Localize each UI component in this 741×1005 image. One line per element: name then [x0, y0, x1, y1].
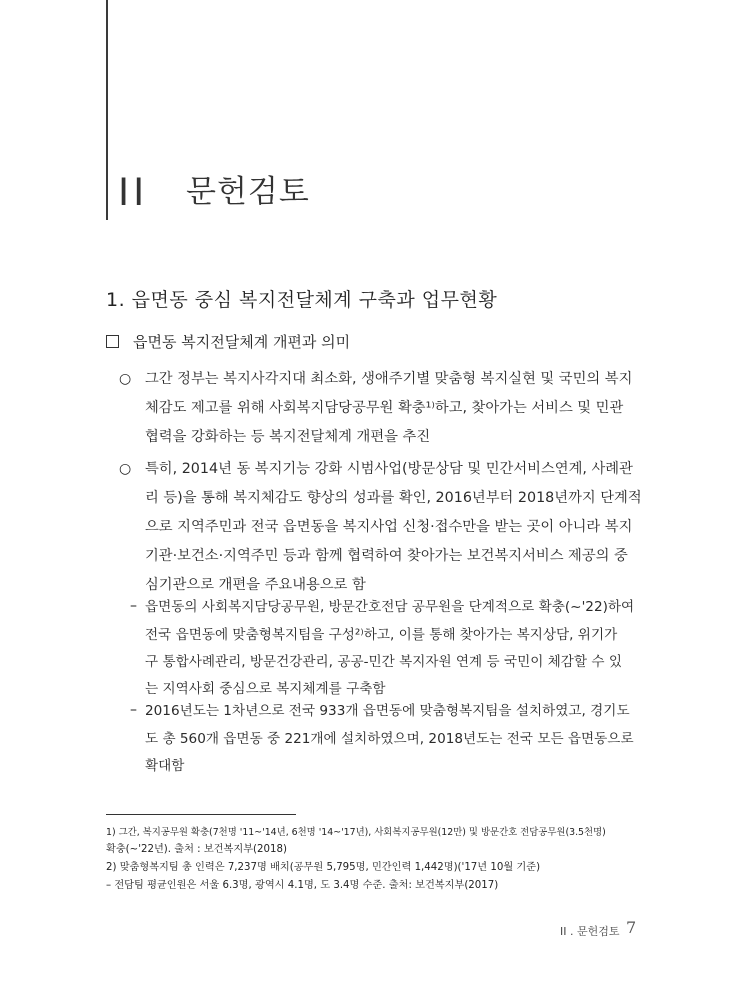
- text-line: 2016년도는 1차년으로 전국 933개 읍면동에 맞춤형복지팀을 설치하였고, 경기도: [145, 703, 630, 719]
- page-number: 7: [626, 918, 637, 937]
- text-line: 는 지역사회 중심으로 복지체계를 구축함: [145, 681, 386, 697]
- text-line: 전국 읍면동에 맞춤형복지팀을 구성²⁾하고, 이를 통해 찾아가는 복지상담, 위기가: [145, 627, 618, 643]
- text-line: 기관·보건소·지역주민 등과 함께 협력하여 찾아가는 보건복지서비스 제공의 중: [145, 548, 628, 564]
- footnote-line: 2) 맞춤형복지팀 총 인력은 7,237명 배치(공무원 5,795명, 민간인력 1,442명)('17년 10월 기준): [106, 862, 541, 873]
- footnote-line: 1) 그간, 복지공무원 확충(7천명 '11~'14년, 6천명 '14~'17년), 사회복지공무원(12만) 및 방문간호 전담공무원(3.5천명): [106, 827, 606, 838]
- text-line: 체감도 제고를 위해 사회복지담당공무원 확충¹⁾하고, 찾아가는 서비스 및 민관: [145, 400, 624, 416]
- section-title: 1. 읍면동 중심 복지전달체계 구축과 업무현황: [106, 289, 498, 311]
- chapter-divider-line: [106, 0, 108, 220]
- footnote-line: 확충(~'22년). 출처 : 보건복지부(2018): [106, 844, 287, 855]
- text-line: 리 등)을 통해 복지체감도 향상의 성과를 확인, 2016년부터 2018년까지 단계적: [145, 490, 642, 506]
- chapter-title: 문헌검토: [186, 174, 310, 210]
- subsection-title: 읍면동 복지전달체계 개편과 의미: [133, 333, 351, 351]
- footnote-line: – 전담팀 평균인원은 서울 6.3명, 광역시 4.1명, 도 3.4명 수준. 출처: 보건복지부(2017): [106, 880, 499, 891]
- dash-bullet: –: [130, 598, 137, 614]
- text-line: 도 총 560개 읍면동 중 221개에 설치하였으며, 2018년도는 전국 모든 읍면동으로: [145, 731, 634, 747]
- circle-bullet-icon: ○: [119, 371, 132, 387]
- running-footer-label: II . 문헌검토: [560, 925, 620, 938]
- text-line: 구 통합사례관리, 방문건강관리, 공공-민간 복지자원 연계 등 국민이 체감할 수 있: [145, 654, 622, 670]
- chapter-numeral: II: [118, 170, 149, 214]
- text-line: 읍면동의 사회복지담당공무원, 방문간호전담 공무원을 단계적으로 확충(~'22)하여: [145, 599, 635, 615]
- text-line: 으로 지역주민과 전국 읍면동을 복지사업 신청·접수만을 받는 곳이 아니라 복지: [145, 519, 633, 535]
- checkbox-square-icon: [106, 335, 119, 348]
- text-line: 협력을 강화하는 등 복지전달체계 개편을 추진: [145, 429, 431, 445]
- footnote-divider: [106, 814, 296, 815]
- text-line: 특히, 2014년 동 복지기능 강화 시범사업(방문상담 및 민간서비스연계, 사례관: [145, 461, 633, 477]
- text-line: 확대함: [145, 758, 185, 774]
- text-line: 심기관으로 개편을 주요내용으로 함: [145, 577, 366, 593]
- text-line: 그간 정부는 복지사각지대 최소화, 생애주기별 맞춤형 복지실현 및 국민의 복지: [145, 371, 633, 387]
- subsection-heading: [106, 331, 350, 353]
- circle-bullet-icon: ○: [119, 461, 132, 477]
- dash-bullet: –: [130, 702, 137, 718]
